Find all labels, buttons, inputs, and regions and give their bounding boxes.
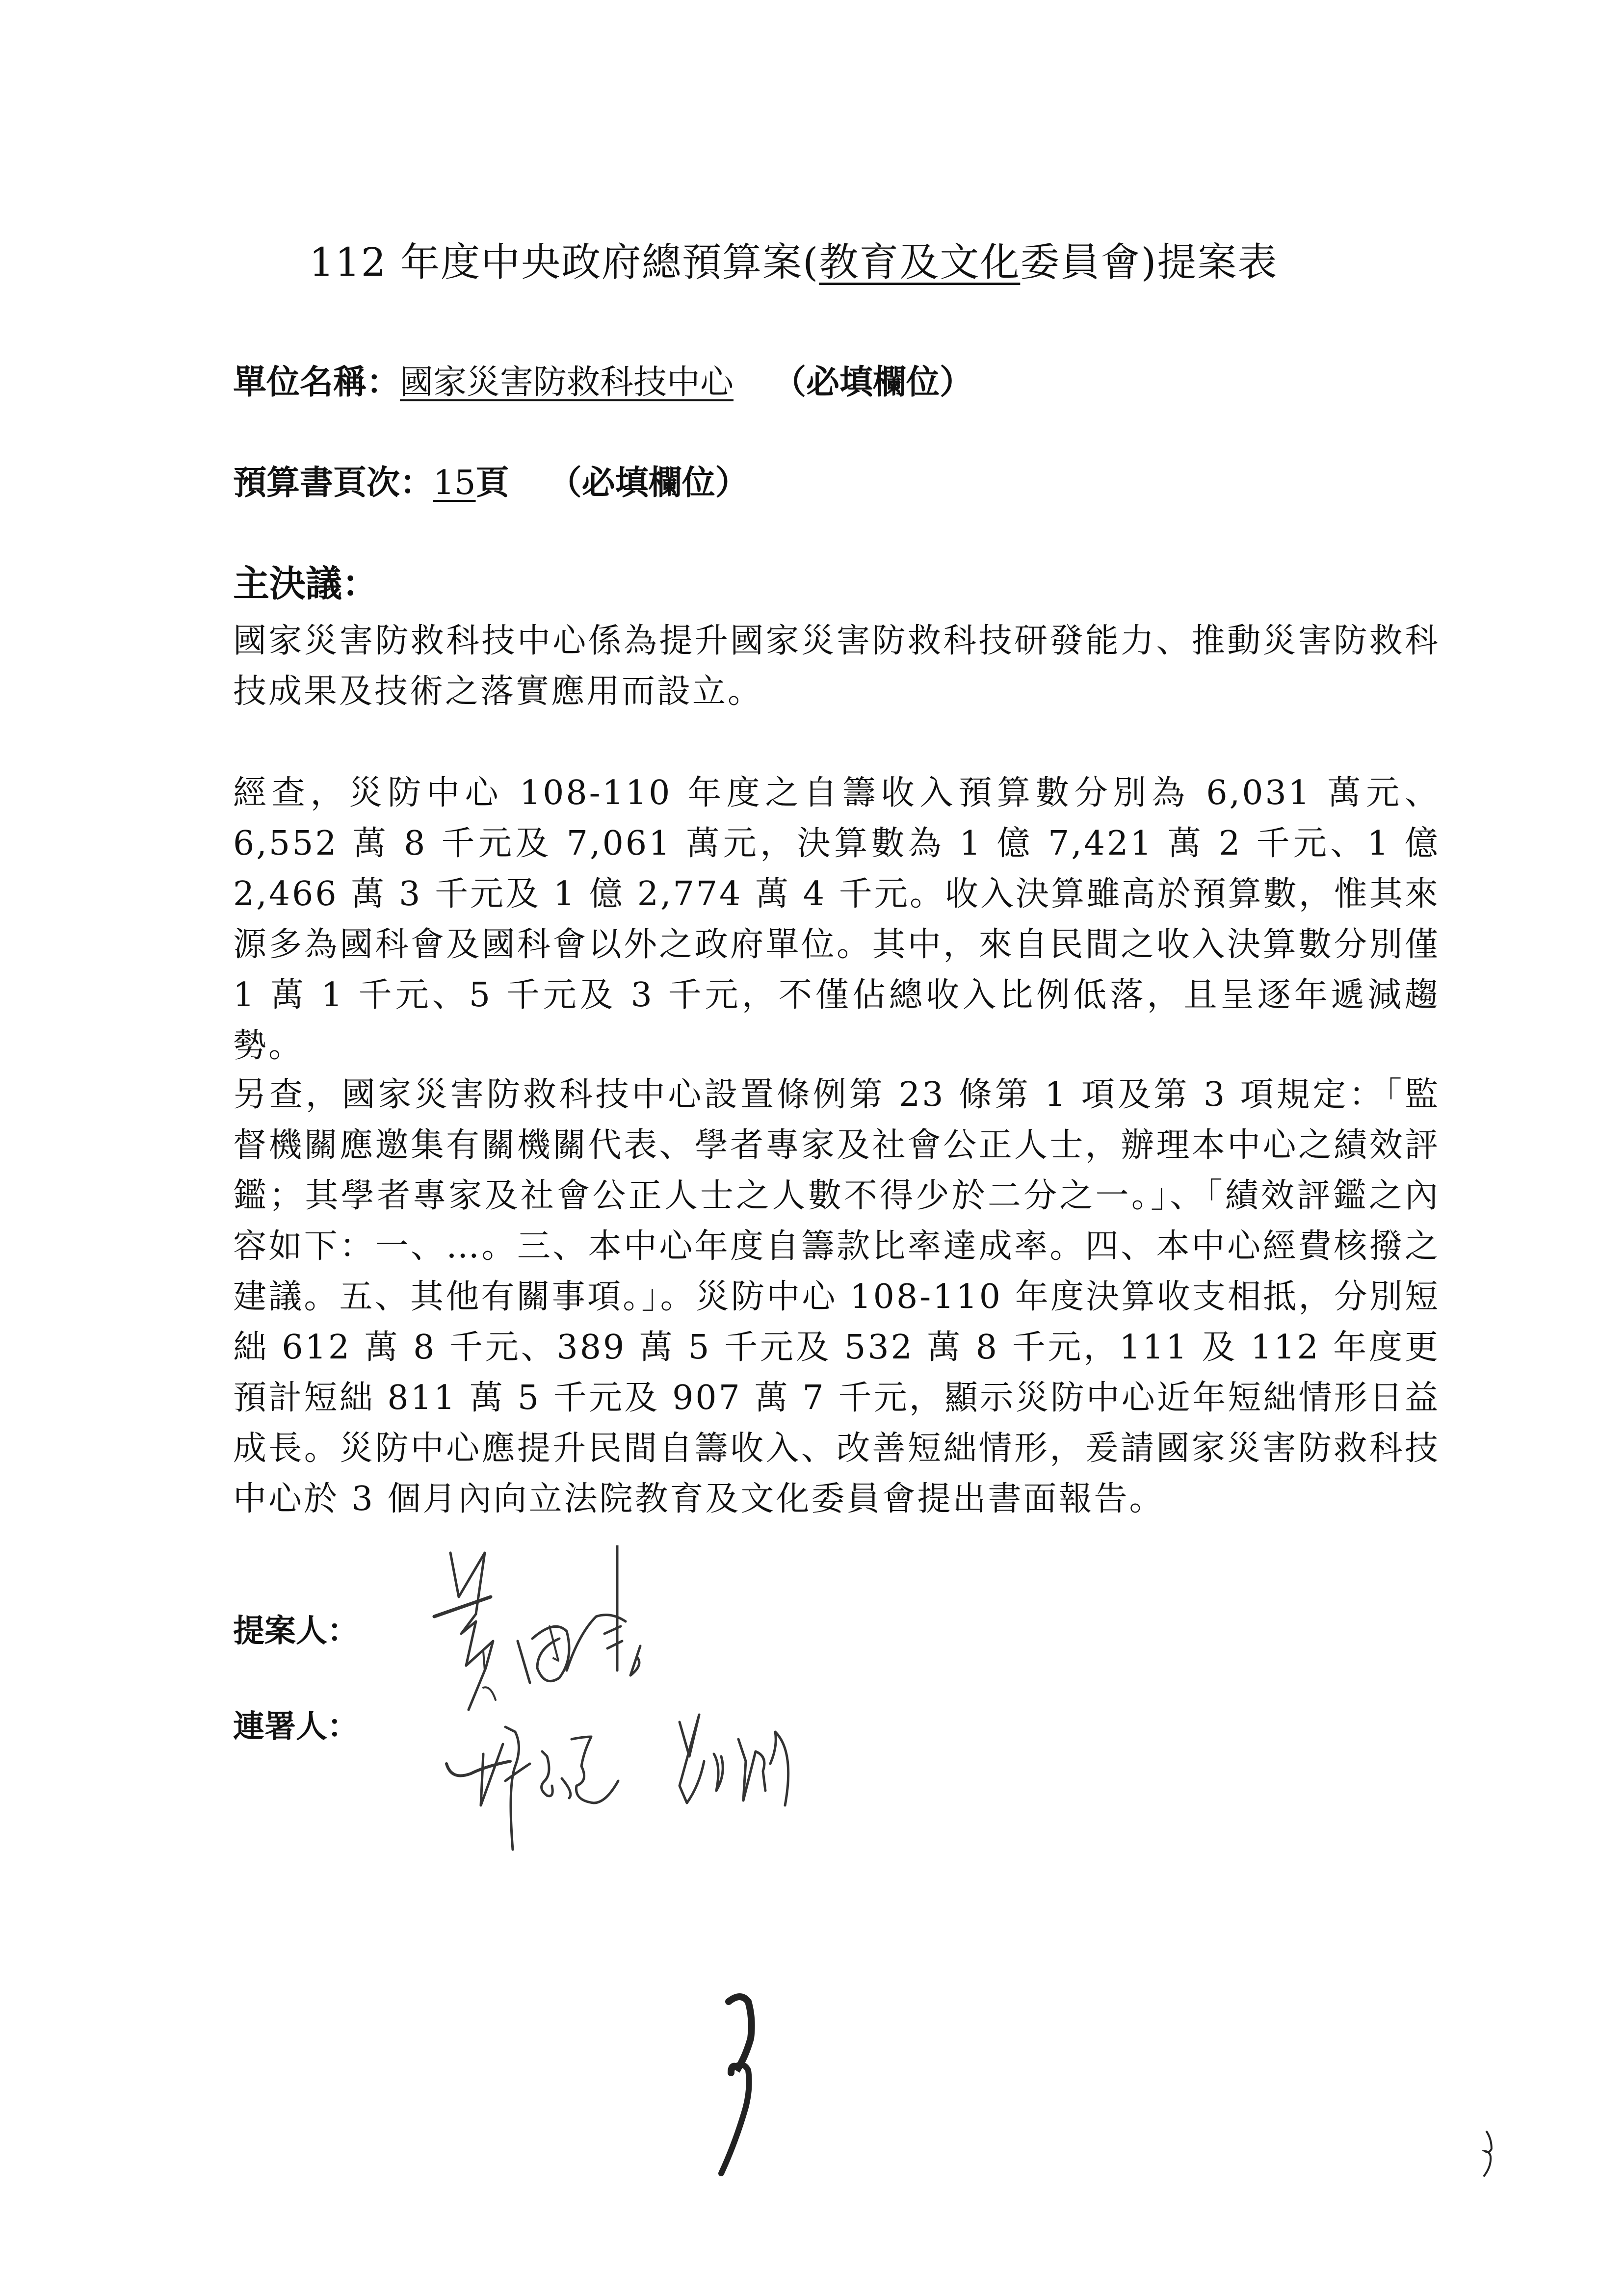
unit-label: 單位名稱： [233,363,400,402]
required-note: （必填欄位） [548,464,749,502]
resolution-paragraph: 另查，國家災害防救科技中心設置條例第 23 條第 1 項及第 3 項規定：「監督機關應邀集有關機關代表、學者專家及社會公正人士，辦理本中心之績效評鑑；其學者專家及社會公正人士之人數不得少於二分之一。」、「績效評鑑之內容如下：一、…。三、本中心年度自籌款比率達成率。四、本中心經費核撥之建議。五、其他有關事項。」。災防中心 108-110 年度決算收支相抵，分別短絀 612 萬 8 千元、389 萬 5 千元及 532 萬 8 千元，111 及 112 年度更預計短絀 811 萬 5 千元及 907 萬 7 千元，顯示災防中心近年短絀情形日益成長。災防中心應提升民間自籌收入、改善短絀情形，爰請國家災害防救科技中心於 3 個月內向立法院教育及文化委員會提出書面報告。 [233,1075,1440,1518]
page-label: 預算書頁次： [233,464,434,502]
page-value: 15 [433,464,476,502]
handwritten-page-mark [714,1989,841,2181]
handwritten-corner-mark [1474,2129,1504,2183]
title-suffix: 委員會)提案表 [1020,239,1278,285]
title-prefix: 112 年度中央政府總預算案( [309,239,819,285]
cosigner-signature [432,1668,1001,1874]
title-committee: 教育及文化 [819,239,1021,285]
page-unit: 頁 [475,464,509,502]
resolution-paragraph: 經查，災防中心 108-110 年度之自籌收入預算數分別為 6,031 萬元、6,552 萬 8 千元及 7,061 萬元，決算數為 1 億 7,421 萬 2 千元、1 億 2,466 萬 3 千元及 1 億 2,774 萬 4 千元。收入決算雖高於預算數，惟其來源多為國科會及國科會以外之政府單位。其中，來自民間之收入決算數分別僅 1 萬 1 千元、5 千元及 3 千元，不僅佔總收入比例低落，且呈逐年遞減趨勢。 [233,774,1440,1065]
resolution-heading: 主決議： [233,563,378,605]
required-note: （必填欄位） [773,363,973,402]
proposer-label: 提案人： [233,1613,359,1649]
resolution-paragraph: 國家災害防救科技中心係為提升國家災害防救科技研發能力、推動災害防救科技成果及技術之落實應用而設立。 [233,622,1440,711]
budget-page-field [233,459,749,508]
cosigner-label: 連署人： [233,1709,359,1745]
document-title [309,233,1364,292]
unit-value: 國家災害防救科技中心 [400,363,734,402]
unit-name-field [233,358,973,407]
